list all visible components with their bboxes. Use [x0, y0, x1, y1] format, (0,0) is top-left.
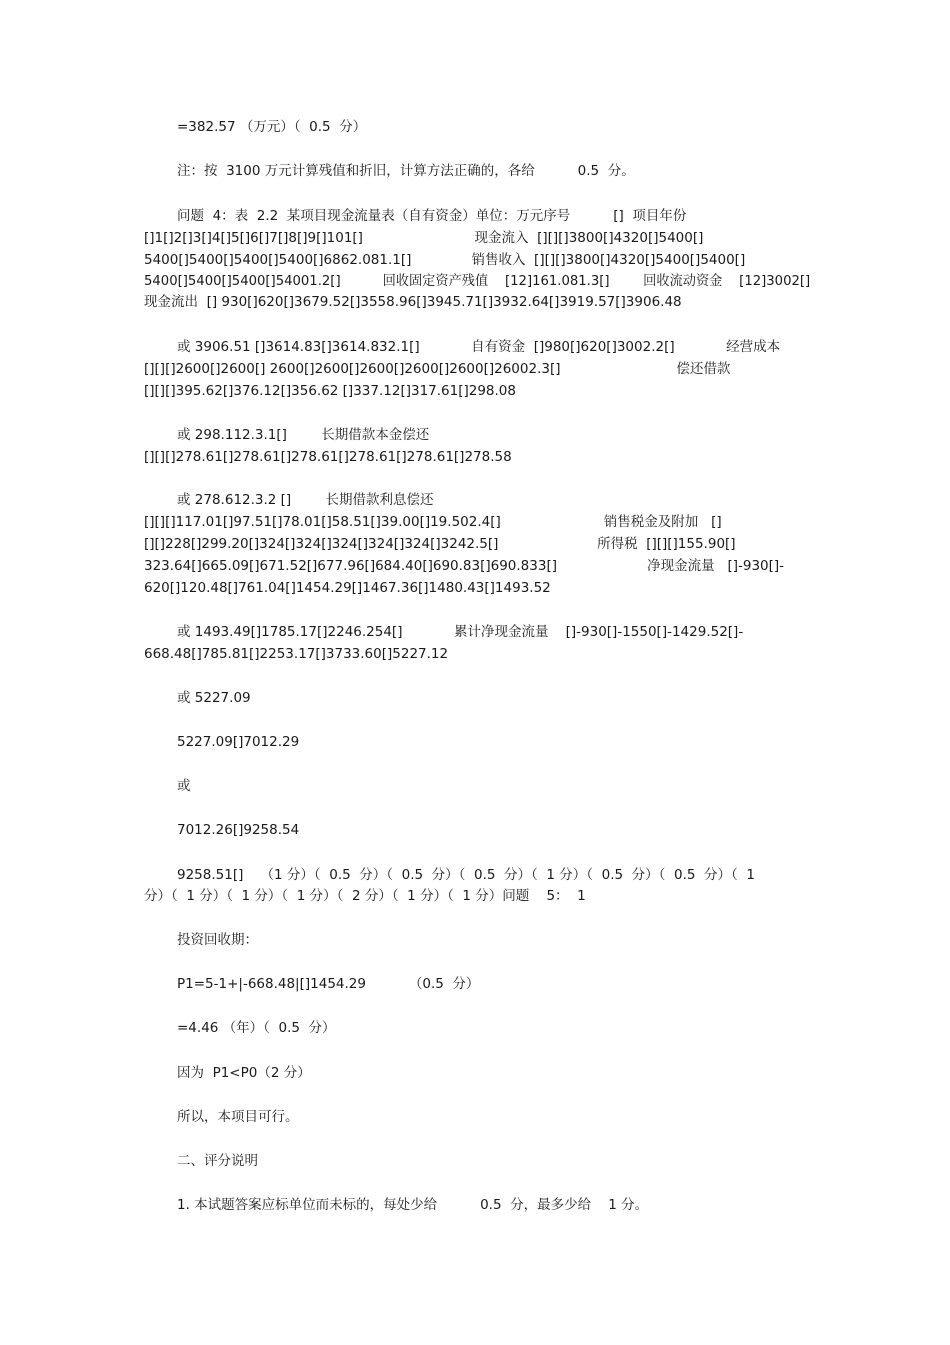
text-line: 5227.09[]7012.29 [177, 734, 300, 750]
text-line: 9258.51[] （1 分）（ 0.5 分）（ 0.5 分）（ 0.5 分）（ 1 分）（ 0.5 分）（ 0.5 分）（ 1 [177, 867, 755, 883]
text-line: 1. 本试题答案应标单位而未标的，每处少给 0.5 分，最多少给 1 分。 [177, 1197, 649, 1213]
text-line: [][]228[]299.20[]324[]324[]324[]324[]324[]3242.5[] 所得税 [][][]155.90[] [144, 536, 736, 552]
text-line: [][][]2600[]2600[] 2600[]2600[]2600[]2600[]2600[]26002.3[] 偿还借款 [144, 361, 731, 377]
text-line: 或 3906.51 []3614.83[]3614.832.1[] 自有资金 []980[]620[]3002.2[] 经营成本 [177, 339, 781, 355]
text-line: 注：按 3100 万元计算残值和折旧，计算方法正确的，各给 0.5 分。 [177, 163, 635, 179]
text-line: 或 1493.49[]1785.17[]2246.254[] 累计净现金流量 []-930[]-1550[]-1429.52[]- [177, 624, 744, 640]
text-line: 620[]120.48[]761.04[]1454.29[]1467.36[]1480.43[]1493.52 [144, 580, 551, 596]
text-line: []1[]2[]3[]4[]5[]6[]7[]8[]9[]101[] 现金流入 [][][]3800[]4320[]5400[] [144, 230, 704, 246]
text-line: 或 298.112.3.1[] 长期借款本金偿还 [177, 427, 430, 443]
text-line: 或 278.612.3.2 [] 长期借款利息偿还 [177, 492, 434, 508]
text-line: [][][]395.62[]376.12[]356.62 []337.12[]317.61[]298.08 [144, 383, 516, 399]
section-heading: 二、评分说明 [177, 1153, 258, 1169]
text-line: 7012.26[]9258.54 [177, 822, 300, 838]
text-line: 或 [177, 778, 191, 794]
text-line: 5400[]5400[]5400[]5400[]6862.081.1[] 销售收入 [][][]3800[]4320[]5400[]5400[] [144, 252, 746, 268]
text-line: 或 5227.09 [177, 690, 251, 706]
text-line: [][][]117.01[]97.51[]78.01[]58.51[]39.00[]19.502.4[] 销售税金及附加 [] [144, 514, 722, 530]
text-line: [][][]278.61[]278.61[]278.61[]278.61[]278.61[]278.58 [144, 449, 512, 465]
text-line: =4.46 （年）（ 0.5 分） [177, 1020, 336, 1036]
text-line: 投资回收期： [177, 932, 258, 948]
text-line: 668.48[]785.81[]2253.17[]3733.60[]5227.12 [144, 646, 449, 662]
text-line: =382.57 （万元）（ 0.5 分） [177, 119, 367, 135]
text-line: 分）（ 1 分）（ 1 分）（ 1 分）（ 2 分）（ 1 分）（ 1 分）问题 5： 1 [144, 888, 586, 904]
text-line: 现金流出 [] 930[]620[]3679.52[]3558.96[]3945.71[]3932.64[]3919.57[]3906.48 [144, 294, 682, 310]
text-line: 所以，本项目可行。 [177, 1109, 299, 1125]
text-line: 因为 P1<P0（2 分） [177, 1065, 311, 1081]
text-line: 323.64[]665.09[]671.52[]677.96[]684.40[]690.83[]690.833[] 净现金流量 []-930[]- [144, 558, 785, 574]
text-line: 5400[]5400[]5400[]54001.2[] 回收固定资产残值 [12]161.081.3[] 回收流动资金 [12]3002[] [144, 273, 811, 289]
text-line: P1=5-1+|-668.48|[]1454.29 （0.5 分） [177, 976, 480, 992]
text-line: 问题 4：表 2.2 某项目现金流量表（自有资金）单位：万元序号 [] 项目年份 [177, 208, 687, 224]
